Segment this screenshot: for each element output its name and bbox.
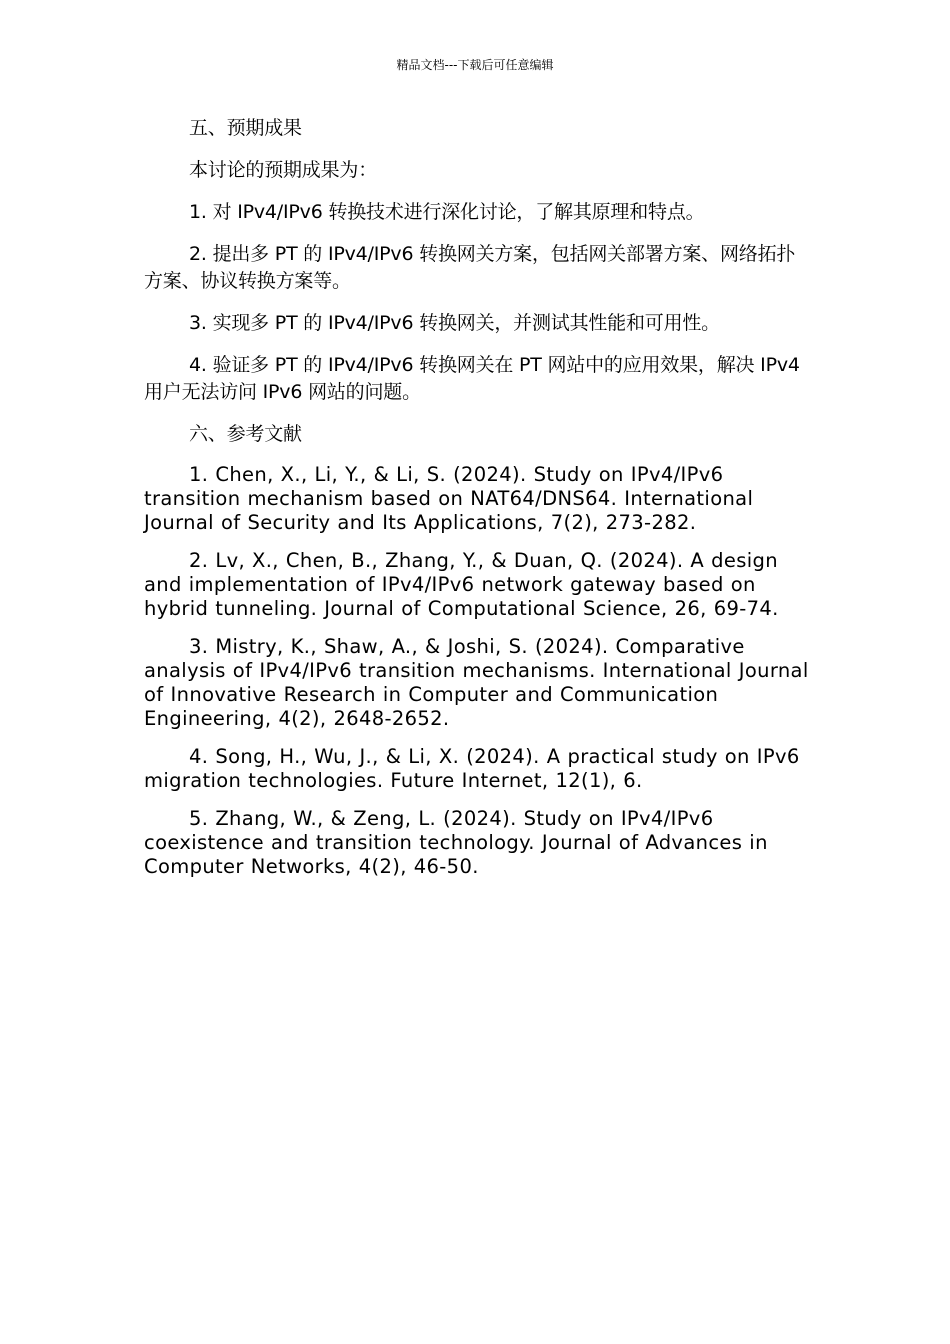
document-body [144, 115, 809, 893]
reference-item: 5. Zhang, W., & Zeng, L. (2024). Study on IPv4/IPv6 coexistence and transition technology. Journal of Advances in Computer Networks, 4(2), 46-50. [144, 807, 768, 878]
reference-item: 1. Chen, X., Li, Y., & Li, S. (2024). Study on IPv4/IPv6 transition mechanism based on NAT64/DNS64. International Journal of Security and Its Applications, 7(2), 273-282. [144, 463, 754, 534]
expected-result-item: 1. 对 IPv4/IPv6 转换技术进行深化讨论，了解其原理和特点。 [189, 201, 705, 223]
expected-results-intro: 本讨论的预期成果为： [189, 159, 378, 181]
section-heading-references: 六、参考文献 [189, 423, 302, 445]
reference-item: 3. Mistry, K., Shaw, A., & Joshi, S. (2024). Comparative analysis of IPv4/IPv6 transition mechanisms. International Journal of Innovative Research in Computer and Communication Engineering, 4(2), 2648-2652. [144, 635, 809, 730]
reference-item: 4. Song, H., Wu, J., & Li, X. (2024). A practical study on IPv6 migration technologies. Future Internet, 12(1), 6. [144, 745, 800, 792]
section-heading-expected-results: 五、预期成果 [189, 117, 302, 139]
expected-result-item: 3. 实现多 PT 的 IPv4/IPv6 转换网关，并测试其性能和可用性。 [189, 312, 720, 334]
page-header: 精品文档---下载后可任意编辑 [396, 58, 554, 72]
expected-result-item: 2. 提出多 PT 的 IPv4/IPv6 转换网关方案，包括网关部署方案、网络拓扑方案、协议转换方案等。 [144, 243, 796, 292]
reference-item: 2. Lv, X., Chen, B., Zhang, Y., & Duan, Q. (2024). A design and implementation of IPv4/IPv6 network gateway based on hybrid tunneling. Journal of Computational Science, 26, 69-74. [144, 549, 779, 620]
expected-result-item: 4. 验证多 PT 的 IPv4/IPv6 转换网关在 PT 网站中的应用效果，解决 IPv4 用户无法访问 IPv6 网站的问题。 [144, 354, 800, 403]
